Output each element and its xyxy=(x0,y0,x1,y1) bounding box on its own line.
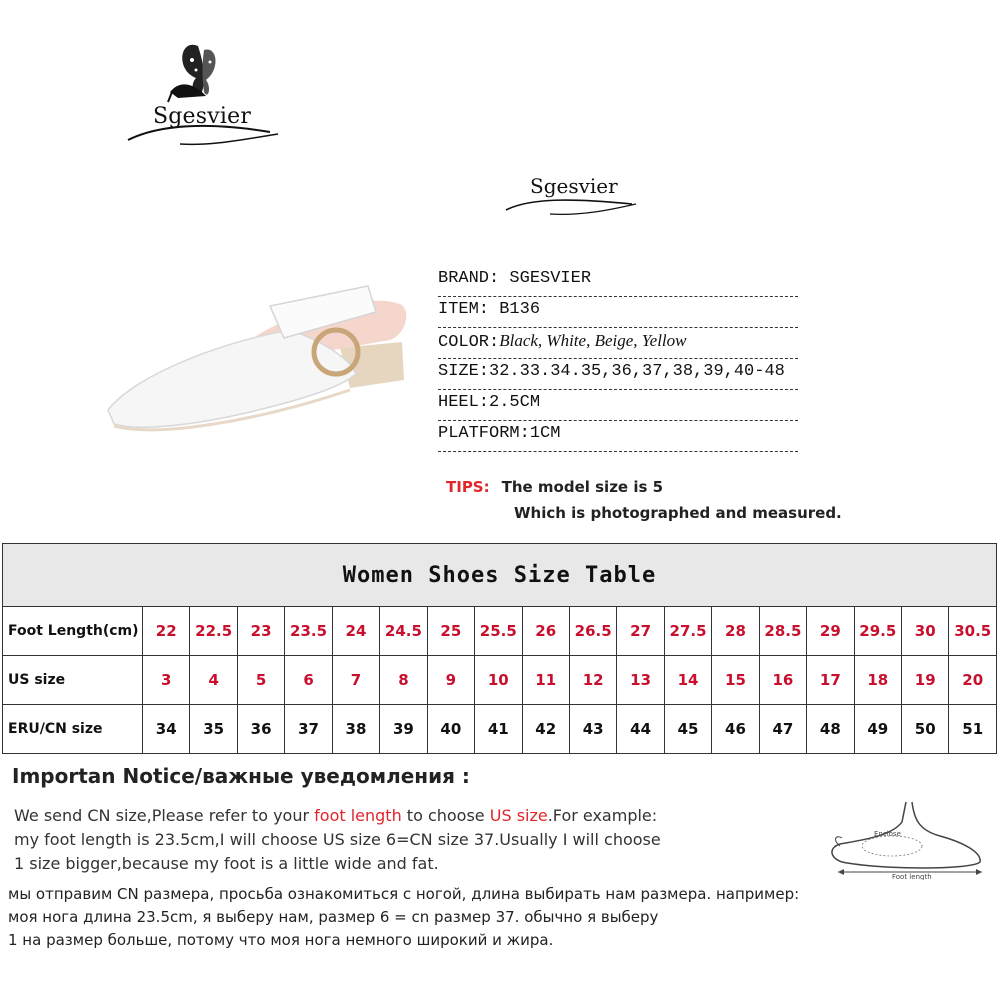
enclose-label: Enclose xyxy=(874,830,901,838)
size-cell: 14 xyxy=(664,656,711,705)
size-cell: 38 xyxy=(332,705,379,754)
size-cell: 39 xyxy=(380,705,427,754)
notice-ru-line-1: мы отправим CN размера, просьба ознакомиться с ногой, длина выбирать нам размера. например: xyxy=(8,885,800,903)
size-cell: 41 xyxy=(475,705,522,754)
size-cell: 25 xyxy=(427,607,474,656)
size-table-row xyxy=(3,607,997,656)
tips-text-2: Which is photographed and measured. xyxy=(514,504,842,522)
size-cell: 46 xyxy=(712,705,759,754)
size-cell: 18 xyxy=(854,656,901,705)
size-cell: 11 xyxy=(522,656,569,705)
brand-name-secondary: Sgesvier xyxy=(530,174,618,198)
size-cell: 22.5 xyxy=(190,607,237,656)
product-specs xyxy=(438,266,798,452)
size-cell: 9 xyxy=(427,656,474,705)
size-cell: 43 xyxy=(569,705,616,754)
size-cell: 15 xyxy=(712,656,759,705)
size-cell: 29 xyxy=(807,607,854,656)
size-cell: 4 xyxy=(190,656,237,705)
spec-brand: BRAND: SGESVIER xyxy=(438,266,798,297)
size-table-row xyxy=(3,656,997,705)
size-cell: 48 xyxy=(807,705,854,754)
size-cell: 12 xyxy=(569,656,616,705)
highlight-us-size: US size xyxy=(489,806,548,825)
foot-length-label: Foot length xyxy=(892,873,932,880)
size-cell: 29.5 xyxy=(854,607,901,656)
size-cell: 30.5 xyxy=(949,607,997,656)
size-cell: 28.5 xyxy=(759,607,806,656)
size-cell: 10 xyxy=(475,656,522,705)
size-cell: 24.5 xyxy=(380,607,427,656)
size-cell: 25.5 xyxy=(475,607,522,656)
notice-en-line-3: 1 size bigger,because my foot is a little wide and fat. xyxy=(14,854,439,873)
size-table-title: Women Shoes Size Table xyxy=(3,544,997,607)
butterfly-heel-icon xyxy=(120,40,290,160)
size-cell: 42 xyxy=(522,705,569,754)
notice-russian xyxy=(8,883,968,952)
size-cell: 27 xyxy=(617,607,664,656)
product-shoe-image xyxy=(100,270,430,450)
size-cell: 17 xyxy=(807,656,854,705)
tips-line xyxy=(446,478,663,496)
size-cell: 27.5 xyxy=(664,607,711,656)
size-cell: 16 xyxy=(759,656,806,705)
size-cell: 19 xyxy=(902,656,949,705)
spec-heel: HEEL:2.5CM xyxy=(438,390,798,421)
notice-english xyxy=(14,804,794,876)
size-cell: 3 xyxy=(143,656,190,705)
size-cell: 28 xyxy=(712,607,759,656)
size-cell: 20 xyxy=(949,656,997,705)
size-cell: 6 xyxy=(285,656,332,705)
size-cell: 40 xyxy=(427,705,474,754)
notice-ru-line-3: 1 на размер больше, потому что моя нога немного широкий и жира. xyxy=(8,931,554,949)
size-cell: 44 xyxy=(617,705,664,754)
size-row-label: Foot Length(cm) xyxy=(3,607,143,656)
highlight-foot-length: foot length xyxy=(314,806,402,825)
size-cell: 35 xyxy=(190,705,237,754)
notice-title: Importan Notice/важные уведомления : xyxy=(12,764,470,788)
size-cell: 7 xyxy=(332,656,379,705)
size-row-label: US size xyxy=(3,656,143,705)
size-cell: 47 xyxy=(759,705,806,754)
size-cell: 45 xyxy=(664,705,711,754)
size-cell: 26.5 xyxy=(569,607,616,656)
notice-ru-line-2: моя нога длина 23.5cm, я выберу нам, размер 6 = cn размер 37. обычно я выберу xyxy=(8,908,659,926)
size-cell: 36 xyxy=(237,705,284,754)
size-cell: 50 xyxy=(902,705,949,754)
size-cell: 23 xyxy=(237,607,284,656)
brand-logo-mid xyxy=(500,168,650,228)
foot-icon xyxy=(822,800,992,880)
notice-en-line-1: We send CN size,Please refer to your foot length to choose US size.For example: xyxy=(14,806,658,825)
foot-measure-diagram xyxy=(822,800,992,880)
size-table-row xyxy=(3,705,997,754)
size-cell: 49 xyxy=(854,705,901,754)
size-cell: 37 xyxy=(285,705,332,754)
notice-en-line-2: my foot length is 23.5cm,I will choose US size 6=CN size 37.Usually I will choose xyxy=(14,830,661,849)
size-cell: 24 xyxy=(332,607,379,656)
size-table xyxy=(2,543,997,754)
size-cell: 51 xyxy=(949,705,997,754)
size-cell: 26 xyxy=(522,607,569,656)
size-cell: 8 xyxy=(380,656,427,705)
size-cell: 13 xyxy=(617,656,664,705)
spec-item: ITEM: B136 xyxy=(438,297,798,328)
size-cell: 22 xyxy=(143,607,190,656)
spec-size: SIZE:32.33.34.35,36,37,38,39,40-48 xyxy=(438,359,798,390)
size-cell: 23.5 xyxy=(285,607,332,656)
spec-color: COLOR:Black, White, Beige, Yellow xyxy=(438,328,798,359)
tips-text-1: The model size is 5 xyxy=(501,478,664,496)
size-cell: 5 xyxy=(237,656,284,705)
spec-platform: PLATFORM:1CM xyxy=(438,421,798,452)
size-cell: 30 xyxy=(902,607,949,656)
size-cell: 34 xyxy=(143,705,190,754)
size-row-label: ERU/CN size xyxy=(3,705,143,754)
brand-logo-top xyxy=(120,40,290,160)
brand-name: Sgesvier xyxy=(153,104,252,129)
tips-label: TIPS: xyxy=(446,478,490,496)
